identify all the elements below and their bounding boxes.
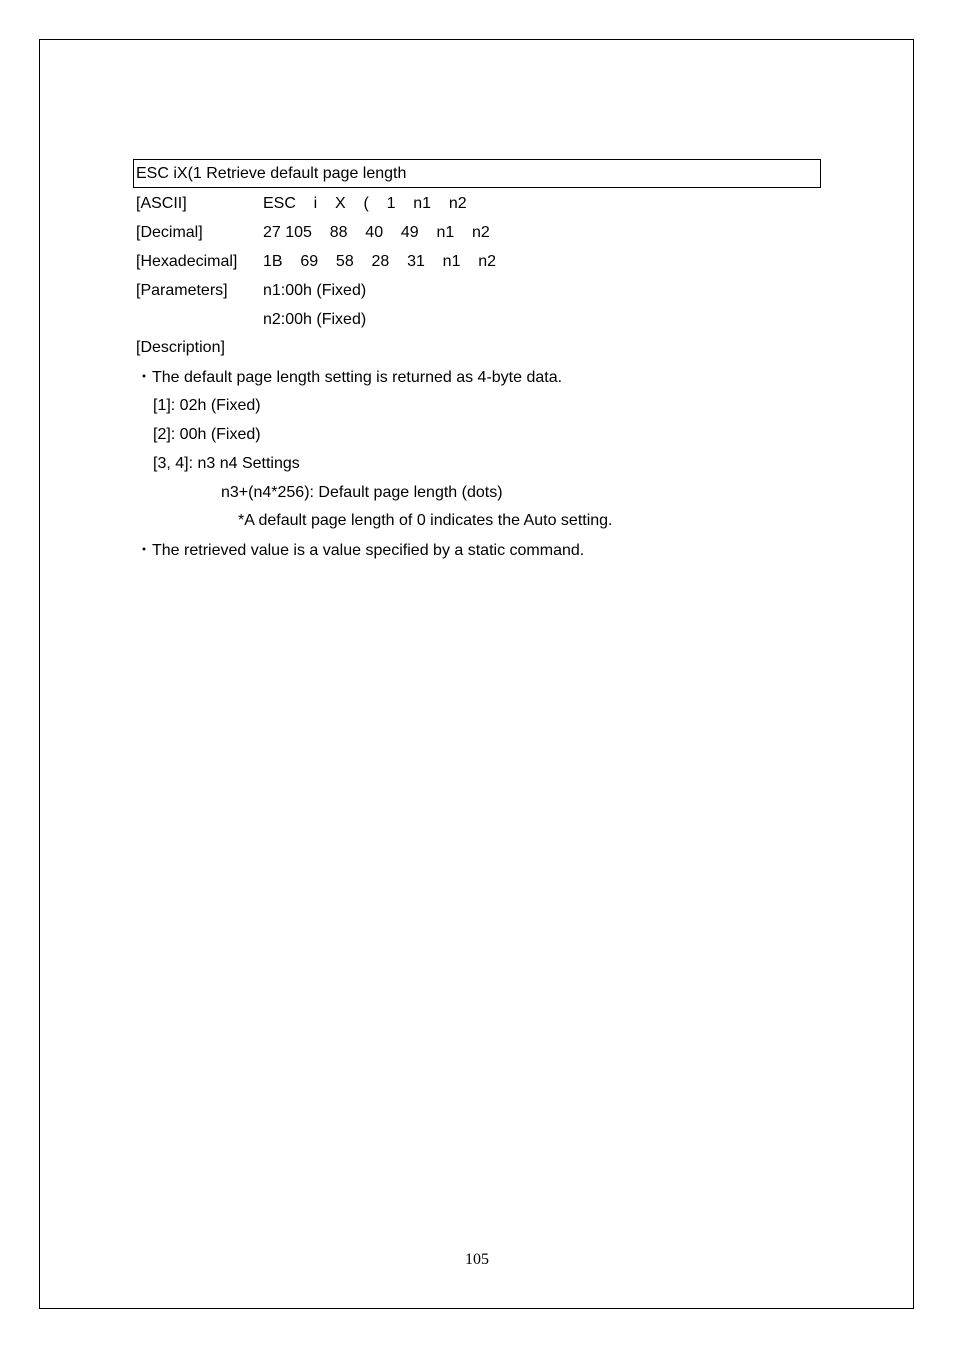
parameter-n1: n1:00h (Fixed) — [263, 282, 367, 299]
description-bullet-2: ・The retrieved value is a value specified by a static command. — [136, 542, 585, 559]
decimal-value: 27 105 88 40 49 n1 n2 — [263, 224, 490, 241]
ascii-value: ESC i X ( 1 n1 n2 — [263, 195, 467, 212]
decimal-label: [Decimal] — [136, 224, 203, 241]
parameters-label: [Parameters] — [136, 282, 228, 299]
description-item-3: [3, 4]: n3 n4 Settings — [153, 455, 300, 472]
description-item-1: [1]: 02h (Fixed) — [153, 397, 261, 414]
description-bullet-1: ・The default page length setting is returned as 4-byte data. — [136, 369, 563, 386]
hexadecimal-label: [Hexadecimal] — [136, 253, 238, 270]
description-label: [Description] — [136, 339, 225, 356]
hexadecimal-value: 1B 69 58 28 31 n1 n2 — [263, 253, 497, 270]
page-number: 105 — [465, 1251, 489, 1268]
parameter-n2: n2:00h (Fixed) — [263, 311, 367, 328]
command-title-box — [133, 159, 821, 188]
description-item-2: [2]: 00h (Fixed) — [153, 426, 261, 443]
description-formula: n3+(n4*256): Default page length (dots) — [221, 484, 503, 501]
description-note: *A default page length of 0 indicates the Auto setting. — [238, 512, 613, 529]
ascii-label: [ASCII] — [136, 195, 187, 212]
command-title: ESC iX(1 Retrieve default page length — [136, 165, 407, 182]
